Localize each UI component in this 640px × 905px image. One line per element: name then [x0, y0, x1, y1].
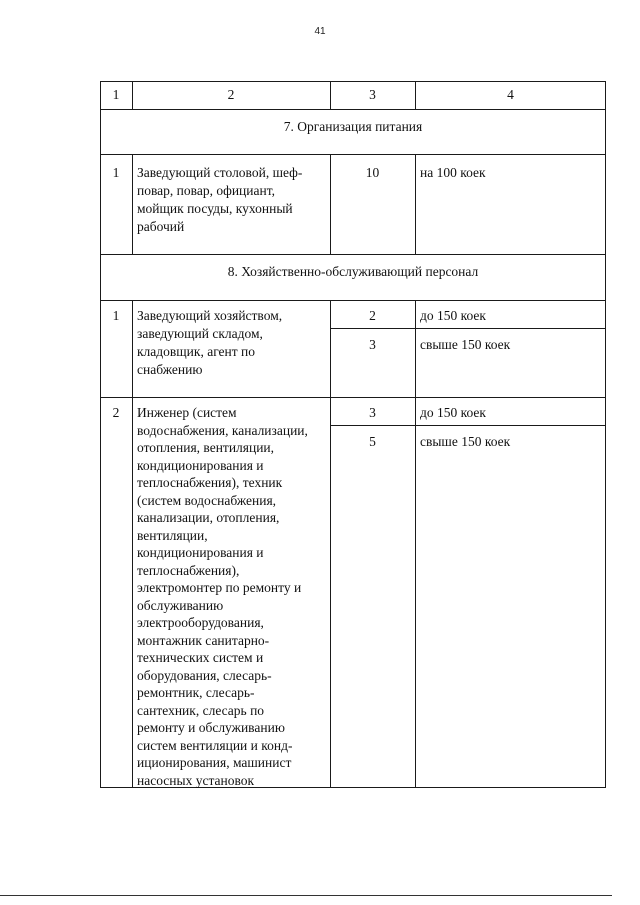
staff-condition: свыше 150 коек	[420, 337, 511, 352]
position-text-line: рабочий	[137, 219, 185, 234]
page-number: 41	[314, 26, 326, 37]
position-text-line: теплоснабжения), техник	[137, 475, 283, 490]
position-text-line: ремонту и обслуживанию	[137, 720, 285, 735]
position-text-line: теплоснабжения),	[137, 562, 240, 578]
position-text-line: ремонтник, слесарь-	[137, 685, 255, 700]
position-text-line: канализации, отопления,	[137, 510, 280, 525]
table-border-right	[605, 81, 606, 788]
staff-condition: до 150 коек	[420, 308, 486, 323]
position-text-line: повар, повар, официант,	[137, 183, 275, 198]
table-border-top	[100, 81, 606, 82]
position-text-line: Инженер (систем	[137, 405, 237, 420]
staff-count: 3	[369, 337, 376, 352]
position-text-line: вентиляции,	[137, 527, 208, 543]
staff-count: 2	[369, 308, 376, 323]
row-number: 1	[112, 165, 120, 180]
sub-row-divider	[330, 425, 606, 426]
position-text-line: Заведующий столовой, шеф-	[137, 165, 303, 180]
position-text-line: электромонтер по ремонту и	[137, 580, 302, 595]
position-text-line: (систем водоснабжения,	[137, 492, 277, 508]
position-text-line: насосных установок	[137, 772, 255, 788]
column-divider	[132, 154, 133, 254]
position-text-line: отопления, вентиляции,	[137, 440, 275, 455]
row-divider	[100, 154, 606, 155]
row-number: 1	[112, 308, 120, 323]
staff-count: 5	[369, 434, 376, 449]
column-divider	[415, 300, 416, 788]
staff-count: 10	[365, 165, 380, 180]
header-col-1: 1	[112, 87, 120, 102]
staff-condition: на 100 коек	[420, 165, 486, 180]
section-title: 8. Хозяйственно-обслуживающий персонал	[227, 264, 479, 279]
column-divider	[132, 300, 133, 788]
row-number: 2	[112, 405, 120, 420]
row-divider	[100, 397, 606, 398]
header-col-3: 3	[369, 87, 376, 102]
row-divider	[100, 109, 606, 110]
staff-count: 3	[369, 405, 376, 420]
staff-norms-table	[100, 81, 606, 788]
position-text-line: монтажник санитарно-	[137, 632, 270, 648]
position-text-line: иционирования, машинист	[137, 755, 292, 770]
table-border-left	[100, 81, 101, 788]
position-text-line: обслуживанию	[137, 597, 224, 613]
position-text-line: технических систем и	[137, 650, 264, 665]
position-text-line: систем вентиляции и конд-	[137, 737, 293, 753]
position-text-line: кладовщик, агент по	[137, 344, 256, 359]
row-divider	[100, 300, 606, 301]
position-text-line: снабжению	[137, 362, 203, 377]
position-text-line: кондиционирования и	[137, 457, 264, 473]
position-text-line: электрооборудования,	[137, 615, 264, 630]
header-col-2: 2	[227, 87, 235, 102]
staff-condition: до 150 коек	[420, 405, 486, 420]
position-text-line: оборудования, слесарь-	[137, 667, 272, 683]
position-text-line: заведующий складом,	[137, 326, 263, 341]
position-text-line: сантехник, слесарь по	[137, 702, 265, 718]
position-text-line: Заведующий хозяйством,	[137, 308, 283, 323]
position-text-line: мойщик посуды, кухонный	[137, 201, 293, 216]
footer-rule	[0, 895, 612, 896]
header-col-4: 4	[507, 87, 514, 102]
column-divider	[330, 300, 331, 788]
staff-condition: свыше 150 коек	[420, 434, 511, 449]
row-divider	[100, 254, 606, 255]
position-text-line: кондиционирования и	[137, 545, 264, 560]
position-text-line: водоснабжения, канализации,	[137, 422, 308, 438]
section-title: 7. Организация питания	[283, 119, 423, 134]
sub-row-divider	[330, 328, 606, 329]
column-divider	[415, 154, 416, 254]
